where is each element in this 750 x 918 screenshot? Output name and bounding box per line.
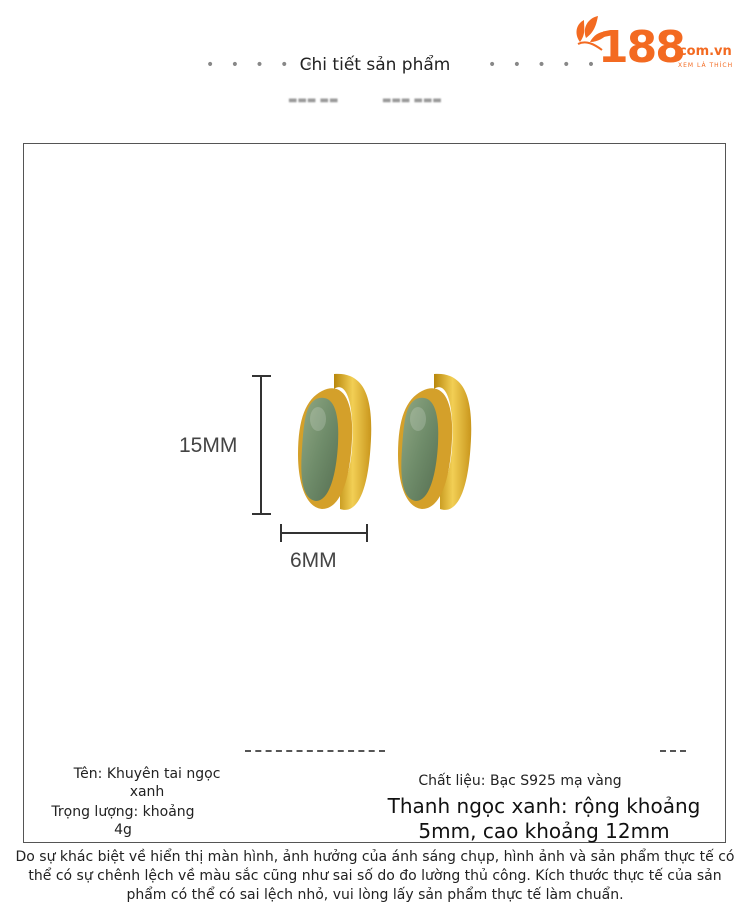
product-photo	[23, 143, 726, 843]
spec-material: Chất liệu: Bạc S925 mạ vàng	[418, 773, 622, 789]
width-dimension-line	[279, 522, 369, 544]
brand-logo[interactable]	[572, 14, 742, 84]
width-label: 6MM	[290, 549, 337, 572]
logo-tagline: XEM LÀ THÍCH	[678, 62, 734, 69]
spec-name: Tên: Khuyên tai ngọc xanh	[73, 766, 221, 800]
divider-dashed-right	[660, 750, 686, 754]
logo-number: 188	[598, 22, 684, 73]
disclaimer-text: Do sự khác biệt về hiển thị màn hình, ảnh hưởng của ánh sáng chụp, hình ảnh và sản phẩm thực tế có thể có sự chênh lệch về màu sắc cũng như sai số do đo lường thủ công. Kích thước thực tế của sản phẩm có thể có sai lệch nhỏ, vui lòng lấy sản phẩm thực tế làm chuẩn.	[8, 848, 742, 916]
spec-stone: Thanh ngọc xanh: rộng khoảng 5mm, cao khoảng 12mm	[387, 794, 701, 843]
section-title: Chi tiết sản phẩm	[299, 55, 451, 75]
spec-weight: Trọng lượng: khoảng 4g	[51, 804, 195, 838]
height-dimension-line	[249, 374, 274, 519]
height-label: 15MM	[179, 434, 238, 457]
logo-domain: .com.vn	[674, 44, 732, 59]
decorative-dots-left: • • • • •	[206, 57, 320, 73]
blurred-text-right: ▬▬▬ ▬▬▬	[382, 95, 442, 106]
blurred-text-left: ▬▬▬ ▬▬	[288, 95, 339, 106]
earrings-image	[282, 369, 482, 519]
divider-dashed-left	[245, 750, 385, 754]
decorative-dots-right: • • • • •	[488, 57, 602, 73]
